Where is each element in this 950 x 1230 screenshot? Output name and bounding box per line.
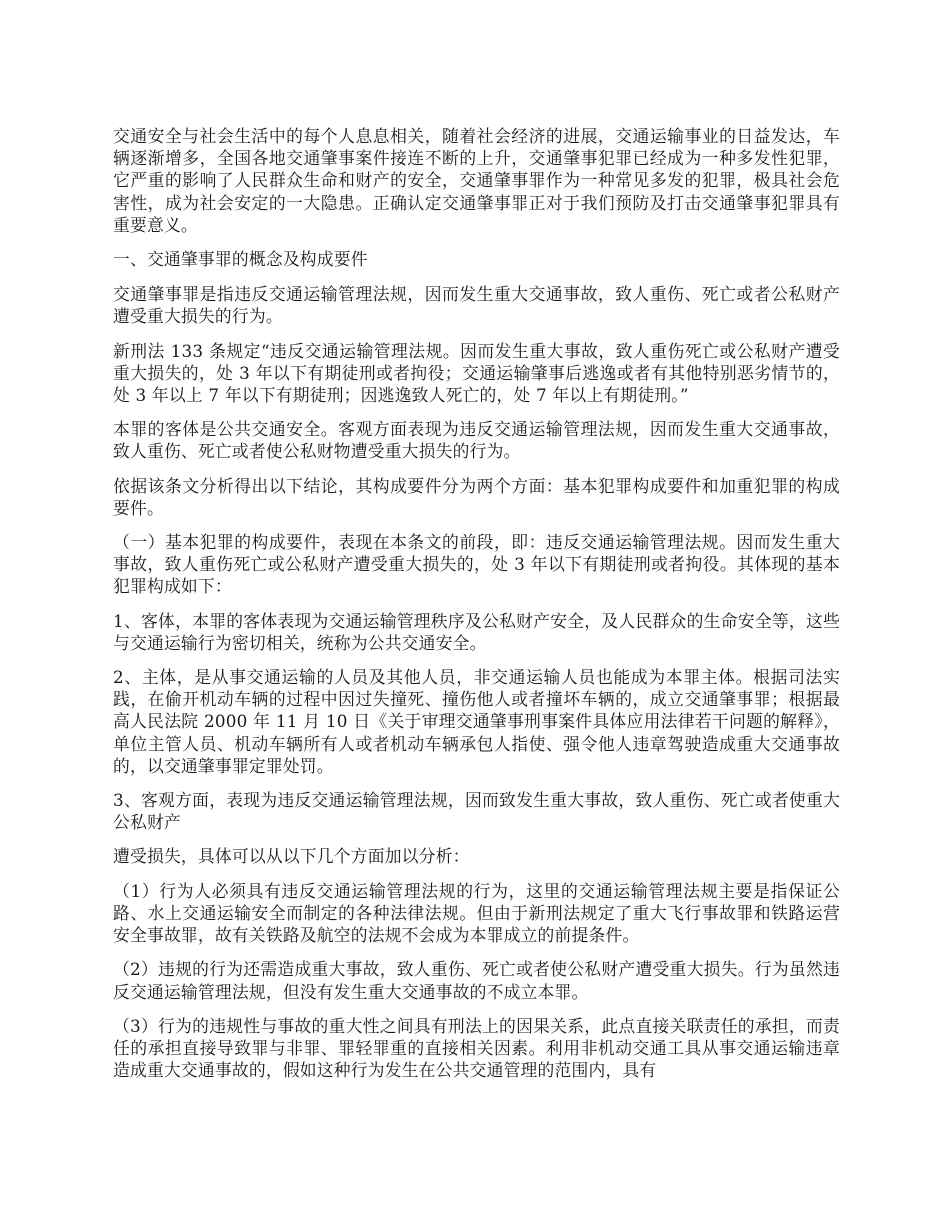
paragraph-conclusion: 依据该条文分析得出以下结论，其构成要件分为两个方面：基本犯罪构成要件和加重犯罪的构成要件。 <box>113 475 840 518</box>
paragraph-sub-3: （3）行为的违规性与事故的重大性之间具有刑法上的因果关系，此点直接关联责任的承担，而责任的承担直接导致罪与非罪、罪轻罪重的直接相关因素。利用非机动交通工具从事交通运输违章造成重大交通事故的，假如这种行为发生在公共交通管理的范围内，具有 <box>113 1015 840 1081</box>
paragraph-sub-2: （2）违规的行为还需造成重大事故，致人重伤、死亡或者使公私财产遭受重大损失。行为虽然违反交通运输管理法规，但没有发生重大交通事故的不成立本罪。 <box>113 959 840 1002</box>
paragraph-intro: 交通安全与社会生活中的每个人息息相关，随着社会经济的进展，交通运输事业的日益发达，车辆逐渐增多，全国各地交通肇事案件接连不断的上升，交通肇事犯罪已经成为一种多发性犯罪，它严重的影响了人民群众生命和财产的安全，交通肇事罪作为一种常见多发的犯罪，极具社会危害性，成为社会安定的一大隐患。正确认定交通肇事罪正对于我们预防及打击交通肇事犯罪具有重要意义。 <box>113 126 840 235</box>
document-body <box>113 125 840 1093</box>
paragraph-article-133: 新刑法 133 条规定“违反交通运输管理法规。因而发生重大事故，致人重伤死亡或公私财产遭受重大损失的，处 3 年以下有期徒刑或者拘役；交通运输肇事后逃逸或者有其他特别恶劣情节的，处 3 年以上 7 年以下有期徒刑；因逃逸致人死亡的，处 7 年以上有期徒刑。” <box>113 340 840 406</box>
paragraph-item-3-cont: 遭受损失，具体可以从以下几个方面加以分析： <box>113 846 470 867</box>
section-heading: 一、交通肇事罪的概念及构成要件 <box>113 249 368 270</box>
paragraph-item-1: 1、客体，本罪的客体表现为交通运输管理秩序及公私财产安全，及人民群众的生命安全等，这些与交通运输行为密切相关，统称为公共交通安全。 <box>113 610 840 653</box>
paragraph-basic-elements: （一）基本犯罪的构成要件，表现在本条文的前段，即：违反交通运输管理法规。因而发生重大事故，致人重伤死亡或公私财产遭受重大损失的，处 3 年以下有期徒刑或者拘役。其体现的基本犯罪构成如下： <box>113 532 840 597</box>
paragraph-item-3: 3、客观方面，表现为违反交通运输管理法规，因而致发生重大事故，致人重伤、死亡或者使重大公私财产 <box>113 790 840 833</box>
paragraph-definition: 交通肇事罪是指违反交通运输管理法规，因而发生重大交通事故，致人重伤、死亡或者公私财产遭受重大损失的行为。 <box>113 284 840 327</box>
paragraph-item-2: 2、主体，是从事交通运输的人员及其他人员，非交通运输人员也能成为本罪主体。根据司法实践，在偷开机动车辆的过程中因过失撞死、撞伤他人或者撞坏车辆的，成立交通肇事罪；根据最高人民法院 2000 年 11 月 10 日《关于审理交通肇事刑事案件具体应用法律若干问题的解释》，单位主管人员、机动车辆所有人或者机动车辆承包人指使、强令他人违章驾驶造成重大交通事故的，以交通肇事罪定罪处罚。 <box>113 667 840 776</box>
paragraph-object: 本罪的客体是公共交通安全。客观方面表现为违反交通运输管理法规，因而发生重大交通事故，致人重伤、死亡或者使公私财物遭受重大损失的行为。 <box>113 419 840 462</box>
paragraph-sub-1: （1）行为人必须具有违反交通运输管理法规的行为，这里的交通运输管理法规主要是指保证公路、水上交通运输安全而制定的各种法律法规。但由于新刑法规定了重大飞行事故罪和铁路运营安全事故罪，故有关铁路及航空的法规不会成为本罪成立的前提条件。 <box>113 880 840 946</box>
